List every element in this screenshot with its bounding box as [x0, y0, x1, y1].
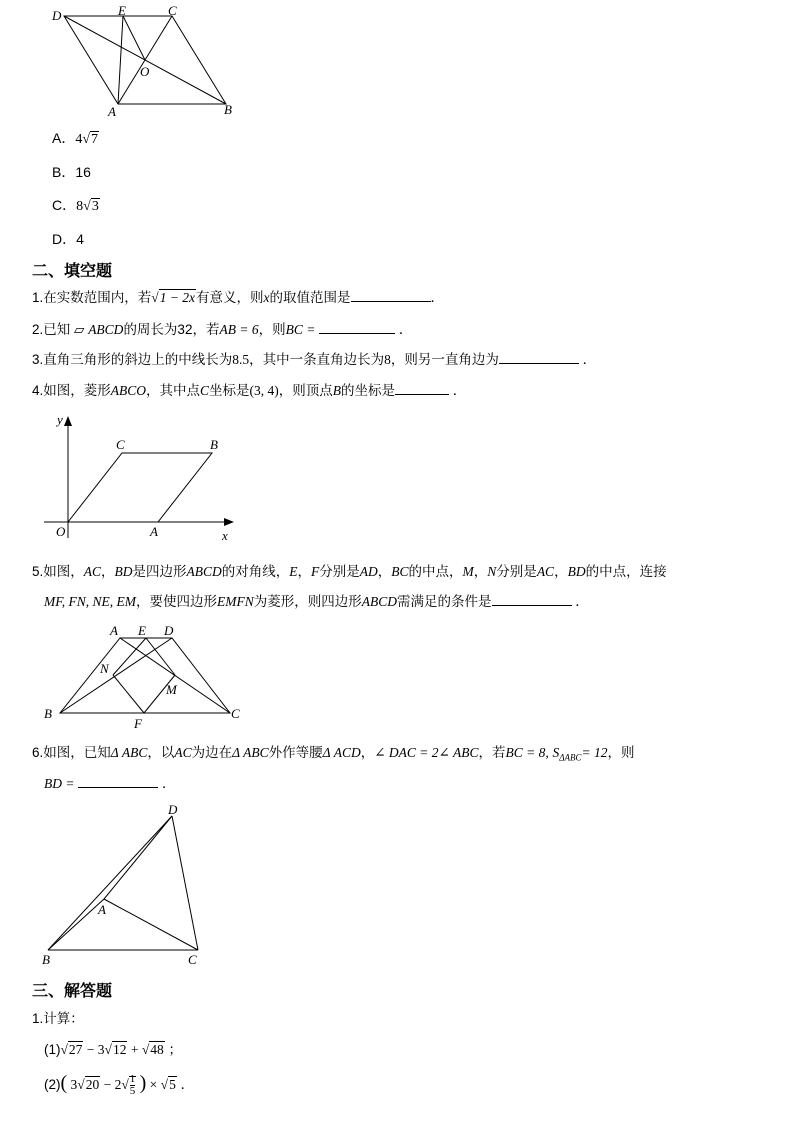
- label-C: C: [168, 3, 177, 18]
- label-B: B: [42, 952, 50, 967]
- question-1: 1.在实数范围内，若√1 − 2x有意义，则x的取值范围是 ．: [32, 290, 445, 305]
- answer-blank-1[interactable]: [351, 289, 431, 302]
- answer-blank-2[interactable]: [319, 321, 395, 334]
- question-3: 3.直角三角形的斜边上的中线长为8.5，其中一条直角边长为8，则另一直角边为 ．: [32, 352, 597, 367]
- option-b[interactable]: B．16: [52, 164, 91, 180]
- solve-part-1: (1)√27 − 3√12 + √48 ；: [44, 1042, 182, 1057]
- label-D: D: [168, 802, 178, 817]
- label-M: M: [166, 682, 177, 697]
- section-solve-title: 三、解答题: [32, 981, 113, 1000]
- solve-question-1: 1.计算：: [32, 1011, 84, 1026]
- figure-rhombus-axes: [40, 410, 240, 550]
- question-5-line-2: MF, FN, NE, EM，要使四边形EMFN为菱形，则四边形ABCD需满足的条件是 ．: [44, 594, 589, 609]
- label-O: O: [56, 524, 66, 539]
- label-N: N: [100, 661, 109, 676]
- label-A: A: [98, 902, 106, 917]
- label-A: A: [108, 104, 116, 119]
- figure-quadrilateral-midpoints: [40, 620, 250, 732]
- label-O: O: [140, 64, 150, 79]
- label-y: y: [57, 412, 63, 427]
- question-6-line-1: 6.如图，已知Δ ABC，以AC为边在Δ ABC外作等腰Δ ACD，∠ DAC = 2∠ ABC，若BC = 8, $S_{\Delta ABC}= 12$，则: [32, 745, 635, 763]
- label-E: E: [138, 623, 146, 638]
- label-D: D: [164, 623, 174, 638]
- figure-triangle-abcd: [36, 800, 216, 970]
- label-A: A: [110, 623, 118, 638]
- label-C: C: [116, 437, 125, 452]
- answer-blank-6[interactable]: [78, 775, 158, 788]
- label-B: B: [210, 437, 218, 452]
- question-2: 2.已知 ▱ ABCD的周长为32，若AB = 6，则BC = ．: [32, 322, 413, 337]
- label-C: C: [188, 952, 197, 967]
- answer-blank-3[interactable]: [499, 351, 579, 364]
- label-x: x: [222, 528, 228, 543]
- option-d[interactable]: D．4: [52, 231, 84, 247]
- label-B: B: [44, 706, 52, 721]
- question-6-line-2: BD = ．: [44, 776, 176, 791]
- label-F: F: [134, 716, 142, 731]
- label-A: A: [150, 524, 158, 539]
- label-B: B: [224, 102, 232, 117]
- label-E: E: [118, 3, 126, 18]
- question-5-line-1: 5.如图，AC，BD是四边形ABCD的对角线，E，F分别是AD，BC的中点，M，N分别是AC，BD的中点，连接: [32, 564, 667, 579]
- section-fill-in-title: 二、填空题: [32, 261, 113, 280]
- answer-blank-5[interactable]: [492, 593, 572, 606]
- option-a[interactable]: A．4√7: [52, 130, 99, 147]
- label-C: C: [231, 706, 240, 721]
- option-c[interactable]: C．8√3: [52, 197, 99, 214]
- answer-blank-4[interactable]: [395, 382, 449, 395]
- solve-part-2: (2)( 3√20 − 2√ $\frac{1}{5}$ ) × √5 ．: [44, 1072, 195, 1098]
- figure-parallelogram-top: [40, 0, 250, 125]
- label-D: D: [52, 8, 62, 23]
- question-4: 4.如图，菱形ABCO，其中点C坐标是(3, 4)，则顶点B的坐标是 ．: [32, 383, 467, 398]
